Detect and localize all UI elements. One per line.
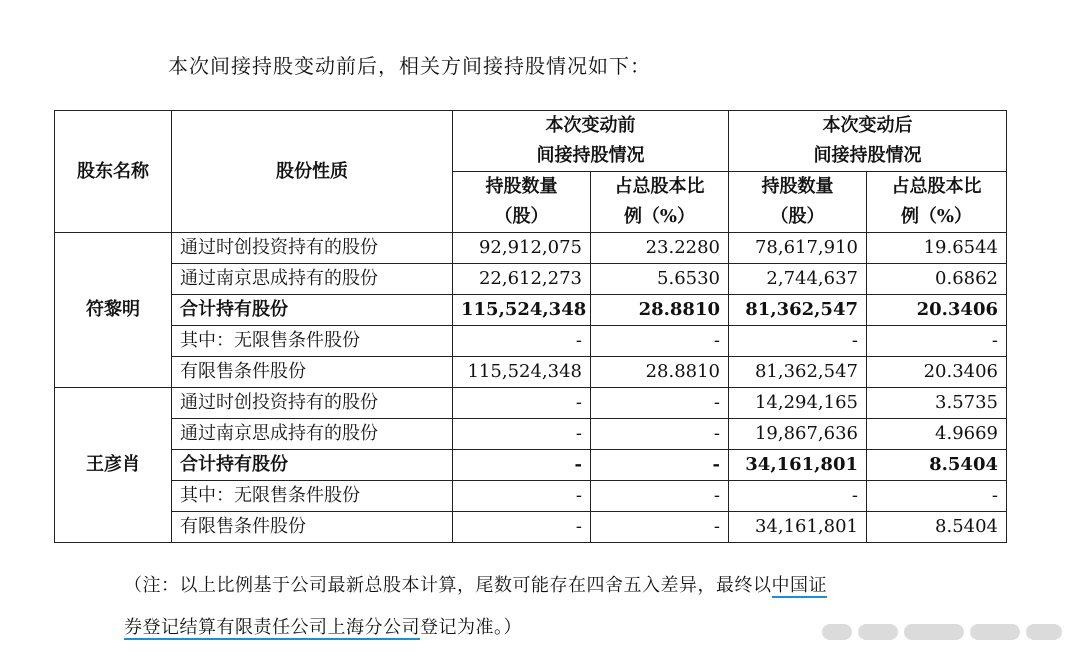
share-nature-cell: 通过时创投资持有的股份 <box>172 233 453 264</box>
holdings-table <box>54 110 1007 543</box>
header-after-ratio: 占总股本比 例（%） <box>867 172 1007 233</box>
share-nature-cell: 有限售条件股份 <box>172 512 453 543</box>
before-shares-cell: - <box>453 388 591 419</box>
before-shares-cell: 22,612,273 <box>453 264 591 295</box>
after-shares-cell: - <box>729 481 867 512</box>
after-ratio-cell: 19.6544 <box>867 233 1007 264</box>
after-shares-cell: 14,294,165 <box>729 388 867 419</box>
header-share-nature: 股份性质 <box>172 111 453 233</box>
after-shares-cell: 81,362,547 <box>729 357 867 388</box>
before-ratio-cell: - <box>591 512 729 543</box>
before-ratio-cell: - <box>591 481 729 512</box>
after-shares-cell: 2,744,637 <box>729 264 867 295</box>
before-shares-cell: - <box>453 326 591 357</box>
header-after-change: 本次变动后 间接持股情况 <box>729 111 1007 172</box>
table-row <box>55 481 1007 512</box>
share-nature-cell: 其中：无限售条件股份 <box>172 326 453 357</box>
before-ratio-cell: - <box>591 326 729 357</box>
after-ratio-cell: - <box>867 481 1007 512</box>
table-row <box>55 233 1007 264</box>
intro-text: 本次间接持股变动前后，相关方间接持股情况如下： <box>168 54 651 78</box>
before-shares-cell: - <box>453 450 591 481</box>
after-shares-cell: - <box>729 326 867 357</box>
after-ratio-cell: - <box>867 326 1007 357</box>
table-row <box>55 357 1007 388</box>
after-ratio-cell: 20.3406 <box>867 295 1007 326</box>
before-ratio-cell: - <box>591 388 729 419</box>
after-ratio-cell: 4.9669 <box>867 419 1007 450</box>
before-ratio-cell: 23.2280 <box>591 233 729 264</box>
before-shares-cell: 115,524,348 <box>453 357 591 388</box>
before-shares-cell: - <box>453 419 591 450</box>
before-shares-cell: - <box>453 481 591 512</box>
footnote-text-1: （注：以上比例基于公司最新总股本计算，尾数可能存在四舍五入差异，最终以 <box>124 575 772 596</box>
before-shares-cell: - <box>453 512 591 543</box>
header-after-shares: 持股数量 （股） <box>729 172 867 233</box>
footnote-link-2[interactable]: 券登记结算有限责任公司上海分公司 <box>124 617 420 638</box>
header-holder-name: 股东名称 <box>55 111 172 233</box>
holder-name: 王彦肖 <box>55 388 172 543</box>
before-ratio-cell: - <box>591 450 729 481</box>
table-row <box>55 419 1007 450</box>
footnote-text-2: 登记为准。） <box>420 617 522 638</box>
share-nature-cell: 合计持有股份 <box>172 450 453 481</box>
share-nature-cell: 通过时创投资持有的股份 <box>172 388 453 419</box>
before-ratio-cell: 28.8810 <box>591 357 729 388</box>
table-row <box>55 512 1007 543</box>
after-ratio-cell: 3.5735 <box>867 388 1007 419</box>
before-ratio-cell: 5.6530 <box>591 264 729 295</box>
before-ratio-cell: - <box>591 419 729 450</box>
after-ratio-cell: 20.3406 <box>867 357 1007 388</box>
share-nature-cell: 其中：无限售条件股份 <box>172 481 453 512</box>
share-nature-cell: 有限售条件股份 <box>172 357 453 388</box>
table-row <box>55 388 1007 419</box>
after-shares-cell: 78,617,910 <box>729 233 867 264</box>
after-ratio-cell: 0.6862 <box>867 264 1007 295</box>
after-shares-cell: 34,161,801 <box>729 450 867 481</box>
table-row <box>55 264 1007 295</box>
before-ratio-cell: 28.8810 <box>591 295 729 326</box>
after-shares-cell: 19,867,636 <box>729 419 867 450</box>
share-nature-cell: 合计持有股份 <box>172 295 453 326</box>
header-before-change: 本次变动前 间接持股情况 <box>453 111 729 172</box>
header-before-ratio: 占总股本比 例（%） <box>591 172 729 233</box>
holder-name: 符黎明 <box>55 233 172 388</box>
after-shares-cell: 81,362,547 <box>729 295 867 326</box>
after-shares-cell: 34,161,801 <box>729 512 867 543</box>
table-row <box>55 326 1007 357</box>
before-shares-cell: 115,524,348 <box>453 295 591 326</box>
share-nature-cell: 通过南京思成持有的股份 <box>172 264 453 295</box>
table-row <box>55 450 1007 481</box>
header-before-shares: 持股数量 （股） <box>453 172 591 233</box>
after-ratio-cell: 8.5404 <box>867 450 1007 481</box>
footnote-link-1[interactable]: 中国证 <box>771 575 827 596</box>
after-ratio-cell: 8.5404 <box>867 512 1007 543</box>
table-row <box>55 295 1007 326</box>
before-shares-cell: 92,912,075 <box>453 233 591 264</box>
watermark <box>822 621 1062 643</box>
share-nature-cell: 通过南京思成持有的股份 <box>172 419 453 450</box>
